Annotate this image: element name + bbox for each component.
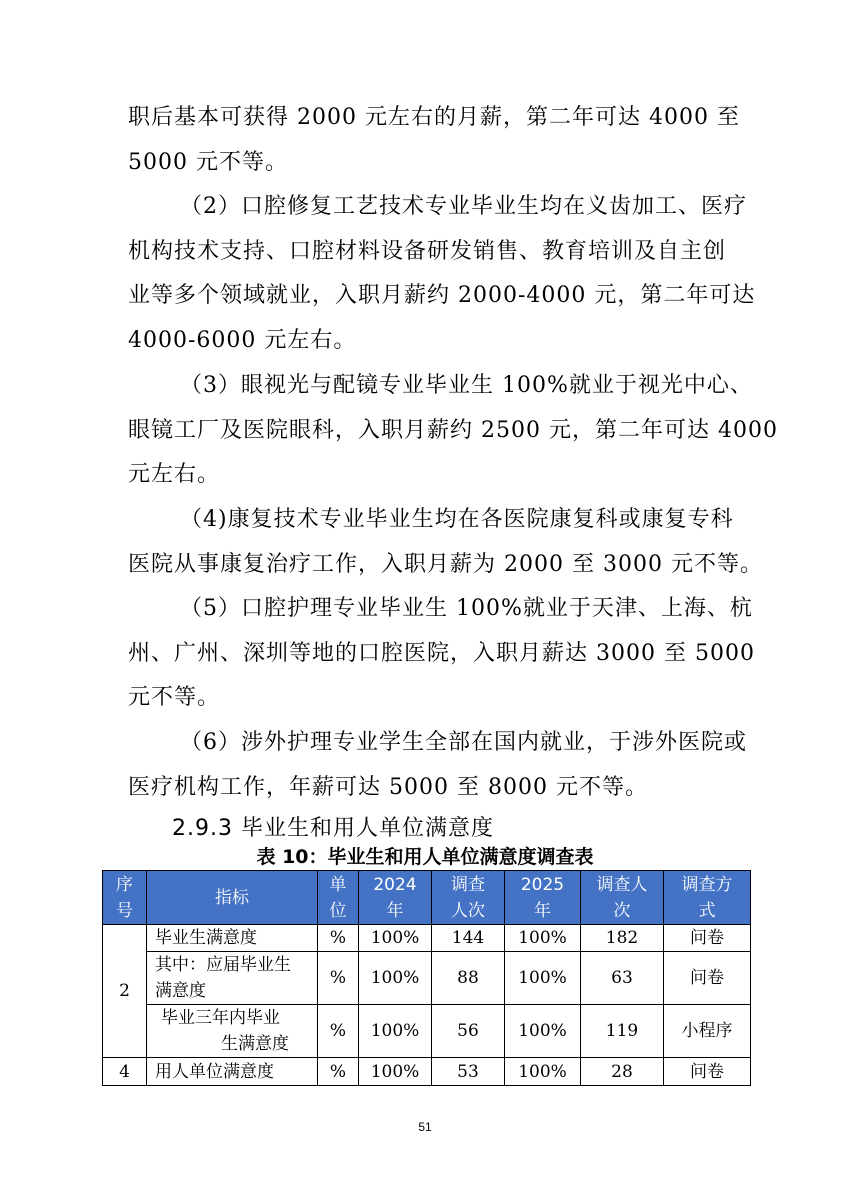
- cell-unit: %: [318, 1058, 359, 1086]
- table-row: [103, 952, 751, 1005]
- section-heading: 2.9.3 毕业生和用人单位满意度: [172, 816, 494, 841]
- text-line: 4000-6000 元左右。: [128, 327, 357, 353]
- cell-2024: 100%: [359, 925, 432, 952]
- cell-seq: 4: [103, 1058, 147, 1086]
- cell-indicator: 其中：应届毕业生 满意度: [147, 952, 318, 1005]
- cell-method: 小程序: [664, 1005, 751, 1058]
- cell-2024: 100%: [359, 1005, 432, 1058]
- table-row: [103, 925, 751, 952]
- text-line: 元不等。: [128, 685, 221, 711]
- cell-count-2025: 28: [581, 1058, 664, 1086]
- text-line: 职后基本可获得 2000 元左右的月薪，第二年可达 4000 至: [128, 105, 740, 130]
- cell-2024: 100%: [359, 952, 432, 1005]
- cell-indicator: 毕业生满意度: [147, 925, 318, 952]
- cell-2025: 100%: [505, 925, 581, 952]
- text-line: 元左右。: [128, 462, 221, 488]
- cell-method: 问卷: [664, 1058, 751, 1086]
- paragraph-1: [128, 96, 740, 185]
- text-line: 眼镜工厂及医院眼科，入职月薪约 2500 元，第二年可达 4000: [128, 417, 778, 443]
- header-seq: 序 号: [103, 871, 147, 925]
- cell-count-2025: 182: [581, 925, 664, 952]
- header-indicator: 指标: [147, 871, 318, 925]
- text-line: 5000 元不等。: [128, 149, 288, 175]
- cell-2025: 100%: [505, 952, 581, 1005]
- cell-count-2024: 53: [432, 1058, 505, 1086]
- cell-unit: %: [318, 1005, 359, 1058]
- cell-method: 问卷: [664, 952, 751, 1005]
- header-2025: 2025 年: [505, 871, 581, 925]
- text-line: 业等多个领域就业，入职月薪约 2000-4000 元，第二年可达: [128, 283, 756, 309]
- text-line: （6）涉外护理专业学生全部在国内就业，于涉外医院或: [180, 730, 747, 755]
- paragraph-2: [128, 185, 756, 363]
- header-2024: 2024 年: [359, 871, 432, 925]
- paragraph-6: [128, 721, 747, 810]
- cell-unit: %: [318, 925, 359, 952]
- cell-2024: 100%: [359, 1058, 432, 1086]
- text-line: （3）眼视光与配镜专业毕业生 100%就业于视光中心、: [180, 373, 753, 398]
- cell-count-2025: 63: [581, 952, 664, 1005]
- paragraph-5: [128, 587, 755, 721]
- cell-count-2025: 119: [581, 1005, 664, 1058]
- cell-count-2024: 56: [432, 1005, 505, 1058]
- cell-2025: 100%: [505, 1005, 581, 1058]
- cell-unit: %: [318, 952, 359, 1005]
- header-unit: 单 位: [318, 871, 359, 925]
- text-line: 机构技术支持、口腔材料设备研发销售、教育培训及自主创: [128, 238, 727, 264]
- cell-indicator: 用人单位满意度: [147, 1058, 318, 1086]
- cell-2025: 100%: [505, 1058, 581, 1086]
- text-line: 州、广州、深圳等地的口腔医院，入职月薪达 3000 至 5000: [128, 640, 755, 666]
- text-line: （5）口腔护理专业毕业生 100%就业于天津、上海、杭: [180, 596, 753, 621]
- text-line: （2）口腔修复工艺技术专业毕业生均在义齿加工、医疗: [180, 194, 747, 219]
- page-number: 51: [418, 1120, 432, 1134]
- header-method: 调查方 式: [664, 871, 751, 925]
- header-count-2025: 调查人 次: [581, 871, 664, 925]
- paragraph-4: [128, 498, 763, 587]
- cell-indicator: 毕业三年内毕业 生满意度: [147, 1005, 318, 1058]
- cell-count-2024: 144: [432, 925, 505, 952]
- text-line: （4)康复技术专业毕业生均在各医院康复科或康复专科: [180, 507, 734, 532]
- paragraph-3: [128, 364, 778, 498]
- table-row: [103, 1058, 751, 1086]
- cell-method: 问卷: [664, 925, 751, 952]
- table-header-row: [103, 871, 751, 925]
- satisfaction-table: [102, 870, 751, 1086]
- text-line: 医院从事康复治疗工作，入职月薪为 2000 至 3000 元不等。: [128, 551, 763, 577]
- table-row: [103, 1005, 751, 1058]
- cell-seq: 2: [103, 925, 147, 1058]
- text-line: 医疗机构工作，年薪可达 5000 至 8000 元不等。: [128, 774, 648, 800]
- table-caption: 表 10：毕业生和用人单位满意度调查表: [256, 846, 594, 868]
- header-count-2024: 调查 人次: [432, 871, 505, 925]
- cell-count-2024: 88: [432, 952, 505, 1005]
